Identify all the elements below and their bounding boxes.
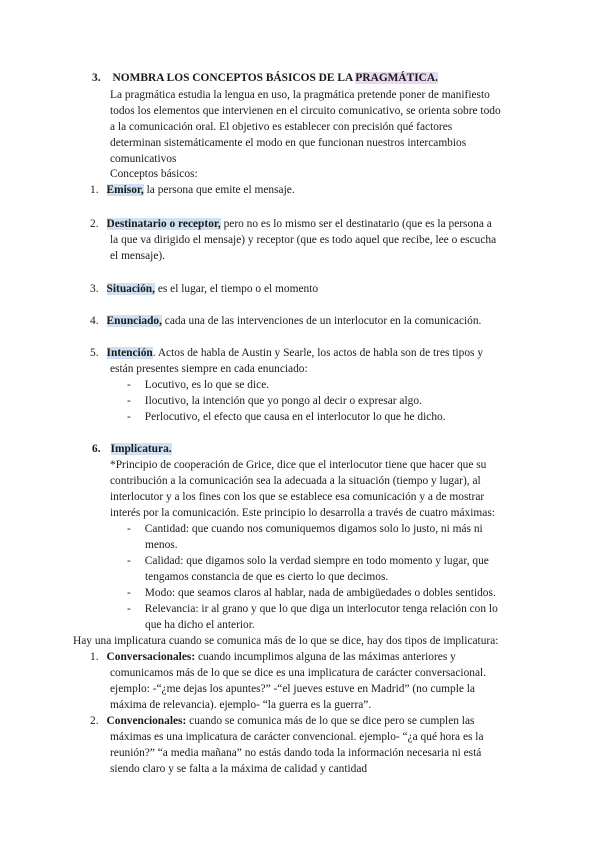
intro-line: La pragmática estudia la lengua en uso, la pragmática pretende poner de manifiesto bbox=[110, 89, 490, 101]
maxim-item: - Modo: que seamos claros al hablar, nada de ambigüedades o dobles sentidos. bbox=[127, 587, 496, 599]
list-number: 2. bbox=[90, 218, 99, 230]
implicature-text: interés por la comunicación. Este principio lo desarrolla a través de cuatro máximas: bbox=[110, 507, 495, 519]
intro-line: Conceptos básicos: bbox=[110, 168, 198, 180]
type-text: comunicamos más de lo que se dice es una implicatura de carácter conversacional. bbox=[110, 667, 487, 679]
maxim-item: - Calidad: que digamos solo la verdad siempre en todo momento y lugar, que bbox=[127, 555, 489, 567]
section-number: 3. bbox=[92, 72, 101, 84]
implicature-text: contribución a la comunicación sea la adecuada a la situación (tiempo y lugar), al bbox=[110, 475, 481, 487]
list-number: 1. bbox=[90, 184, 99, 196]
concept-enunciado bbox=[90, 313, 481, 329]
section-title bbox=[92, 70, 438, 86]
list-item: - Locutivo, es lo que se dice. bbox=[127, 379, 270, 391]
type-text: cuando incumplimos alguna de las máximas anteriores y bbox=[195, 651, 456, 663]
concept-emisor bbox=[90, 182, 295, 198]
implicature-text: interlocutor y a los fines con los que se establece esa comunicación y a de mostrar bbox=[110, 491, 485, 503]
type-text: cuando se comunica más de lo que se dice pero se cumplen las bbox=[186, 715, 475, 727]
maxim-text: tengamos constancia de que es cierto lo que decimos. bbox=[145, 571, 389, 583]
list-number: 1. bbox=[90, 651, 99, 663]
implicature-term: Implicatura. bbox=[110, 443, 172, 455]
bullet-dash: - bbox=[127, 523, 131, 535]
concept-term: Emisor, bbox=[106, 184, 144, 196]
section-title-text: NOMBRA LOS CONCEPTOS BÁSICOS DE LA bbox=[112, 72, 356, 84]
bullet-dash: - bbox=[127, 379, 131, 391]
type-text: máxima de relevancia). ejemplo- “la guerra es la guerra”. bbox=[110, 699, 372, 711]
concept-text: pero no es lo mismo ser el destinatario (que es la persona a bbox=[220, 218, 492, 230]
bullet-dash: - bbox=[127, 587, 131, 599]
maxim-item: - Relevancia: ir al grano y que lo que diga un interlocutor tenga relación con lo bbox=[127, 603, 498, 615]
maxim-text: menos. bbox=[145, 539, 178, 551]
concept-text: cada una de las intervenciones de un interlocutor en la comunicación. bbox=[161, 315, 482, 327]
concept-text: . Actos de habla de Austin y Searle, los actos de habla son de tres tipos y bbox=[152, 347, 484, 359]
type-text: ejemplo: -“¿me dejas los apuntes?” -“el jueves estuve en Madrid” (no cumple la bbox=[110, 683, 475, 695]
list-item: - Ilocutivo, la intención que yo pongo al decir o expresar algo. bbox=[127, 395, 422, 407]
section-title-highlight: PRAGMÁTICA. bbox=[355, 72, 438, 84]
concept-situacion bbox=[90, 281, 318, 297]
concept-term: Situación, bbox=[106, 283, 155, 295]
implicature-text: *Principio de cooperación de Grice, dice que el interlocutor tiene que hacer que su bbox=[110, 459, 487, 471]
intro-line: todos los elementos que intervienen en el circuito comunicativo, se orienta sobre todo bbox=[110, 105, 501, 117]
concept-text: están presentes siempre en cada enunciado: bbox=[110, 363, 308, 375]
list-number: 6. bbox=[92, 443, 101, 455]
list-number: 2. bbox=[90, 715, 99, 727]
type-conversacionales bbox=[90, 649, 456, 665]
bullet-dash: - bbox=[127, 395, 131, 407]
type-convencionales bbox=[90, 713, 474, 729]
concept-term: Enunciado, bbox=[106, 315, 162, 327]
list-item: - Perlocutivo, el efecto que causa en el interlocutor lo que he dicho. bbox=[127, 411, 446, 423]
type-text: reunión?” “a media mañana” no estás dando toda la información necesaria ni está bbox=[110, 747, 482, 759]
bullet-dash: - bbox=[127, 603, 131, 615]
intro-line: a la comunicación oral. El objetivo es establecer con precisión qué factores bbox=[110, 121, 453, 133]
intro-line: comunicativos bbox=[110, 153, 177, 165]
types-intro: Hay una implicatura cuando se comunica más de lo que se dice, hay dos tipos de implicatura: bbox=[73, 635, 499, 647]
list-number: 5. bbox=[90, 347, 99, 359]
bullet-dash: - bbox=[127, 411, 131, 423]
concept-text: la persona que emite el mensaje. bbox=[143, 184, 295, 196]
bullet-dash: - bbox=[127, 555, 131, 567]
concept-destinatario bbox=[90, 216, 492, 232]
list-number: 3. bbox=[90, 283, 99, 295]
type-term: Conversacionales: bbox=[106, 651, 196, 663]
type-term: Convencionales: bbox=[106, 715, 187, 727]
intro-line: determinan sistemáticamente el modo en que funcionan nuestros intercambios bbox=[110, 137, 467, 149]
concept-term: Intención bbox=[106, 347, 153, 359]
list-number: 4. bbox=[90, 315, 99, 327]
maxim-text: que ha dicho el anterior. bbox=[145, 619, 255, 631]
concept-intencion bbox=[90, 345, 483, 361]
concept-text: el mensaje). bbox=[110, 250, 166, 262]
maxim-item: - Cantidad: que cuando nos comuniquemos digamos solo lo justo, ni más ni bbox=[127, 523, 483, 535]
type-text: siendo claro y se falta a la máxima de calidad y cantidad bbox=[110, 763, 368, 775]
concept-text: la que va dirigido el mensaje) y receptor (que es todo aquel que recibe, lee o escucha bbox=[110, 234, 497, 246]
concept-term: Destinatario o receptor, bbox=[106, 218, 221, 230]
type-text: máximas es una implicatura de carácter convencional. ejemplo- “¿a qué hora es la bbox=[110, 731, 484, 743]
implicature-heading bbox=[92, 441, 172, 457]
concept-text: es el lugar, el tiempo o el momento bbox=[154, 283, 319, 295]
